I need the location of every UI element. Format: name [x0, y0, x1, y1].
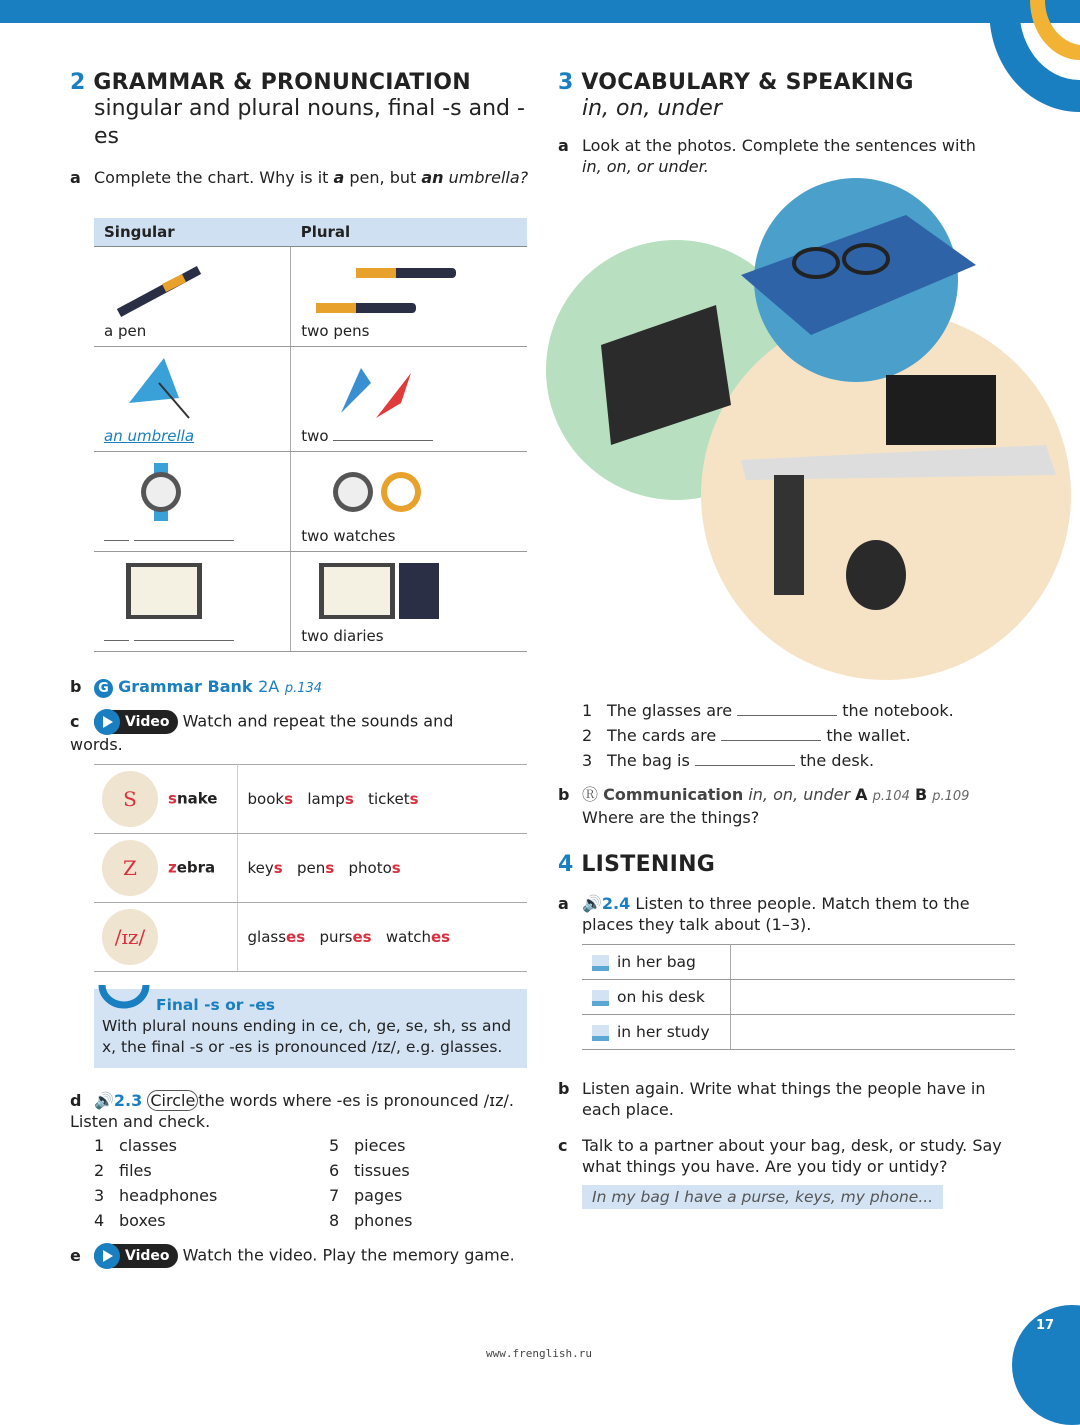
- video-button[interactable]: Video: [94, 1244, 178, 1268]
- exercise-a: a Complete the chart. Why is it a pen, but an umbrella?: [70, 168, 529, 187]
- answer-box[interactable]: [592, 990, 609, 1006]
- list-item[interactable]: 1 classes: [94, 1136, 177, 1155]
- tip-title: Final -s or -es: [156, 996, 276, 1014]
- exercise-4c: c Talk to a partner about your bag, desk, or study. Say what things you have. Are you tidy or untidy?: [558, 1136, 1002, 1176]
- sounds-table: [94, 764, 527, 972]
- place-row: in her bag: [582, 945, 1015, 980]
- sentence-list: [582, 698, 954, 773]
- iz-sound-icon: /ɪz/: [102, 909, 158, 965]
- answer-blank[interactable]: [695, 765, 795, 766]
- pen-image: [104, 258, 204, 318]
- umbrellas-image: [301, 353, 421, 423]
- exercise-3b: b Ⓡ Communication in, on, under A p.104 B p.109 Where are the things?: [558, 785, 970, 827]
- sound-row-zebra: Z zebra keys pens photos: [94, 834, 527, 903]
- noun-chart: Singular Plural a pen two pens an umbrella two two watches two diaries: [94, 218, 527, 652]
- list-item[interactable]: 7 pages: [329, 1186, 403, 1205]
- list-item[interactable]: 8 phones: [329, 1211, 413, 1230]
- sound-row-iz: /ɪz/ glasses purses watches: [94, 903, 527, 972]
- page-number: 17: [1036, 1318, 1055, 1333]
- watch-image: [104, 458, 204, 523]
- place-row: in her study: [582, 1015, 1015, 1050]
- grammar-bank-icon: G: [94, 679, 113, 698]
- section-4-heading: 4 LISTENING: [558, 852, 716, 877]
- play-icon: [94, 1243, 120, 1269]
- umbrella-image: [104, 353, 204, 423]
- header-plural: Plural: [291, 218, 527, 247]
- magnifier-icon: [94, 985, 156, 1011]
- list-item[interactable]: 3 headphones: [94, 1186, 218, 1205]
- exercise-d: d 🔊2.3 Circle the words where -es is pronounced /ɪz/. Listen and check.: [70, 1091, 514, 1131]
- answer-box[interactable]: [592, 1025, 609, 1041]
- photos-wallet-notebook-desk: [546, 175, 1080, 680]
- tip-text: With plural nouns ending in ce, ch, ge, se, sh, ss and x, the final -s or -es is pronounced /ɪz/, e.g. glasses.: [102, 1017, 512, 1056]
- audio-icon[interactable]: 🔊: [582, 894, 602, 913]
- sentence-2: 2 The cards are the wallet.: [582, 726, 911, 745]
- play-icon: [94, 709, 120, 735]
- sentence-3: 3 The bag is the desk.: [582, 751, 875, 770]
- answer-blank[interactable]: [737, 715, 837, 716]
- places-table: [582, 944, 1015, 1050]
- list-item[interactable]: 4 boxes: [94, 1211, 166, 1230]
- header-singular: Singular: [94, 218, 291, 247]
- answer-box[interactable]: [592, 955, 609, 971]
- exercise-4b: b Listen again. Write what things the people have in each place.: [558, 1079, 986, 1119]
- diaries-image: [301, 558, 451, 623]
- list-item[interactable]: 2 files: [94, 1161, 152, 1180]
- word-list: [94, 1136, 524, 1236]
- list-item[interactable]: 5 pieces: [329, 1136, 406, 1155]
- footer-url: www.frenglish.ru: [486, 1347, 592, 1360]
- section-subtitle: singular and plural nouns, final -s and -es: [94, 96, 525, 149]
- exercise-c: c Video Watch and repeat the sounds and words.: [70, 710, 510, 755]
- section-3: 3 VOCABULARY & SPEAKING in, on, under a Look at the photos. Complete the sentences with in, on, or under.: [558, 70, 976, 176]
- watches-image: [301, 458, 441, 523]
- exercise-4a: a 🔊2.4 Listen to three people. Match them to the places they talk about (1–3).: [558, 894, 970, 934]
- exercise-b: b G Grammar Bank 2A p.134: [70, 677, 323, 696]
- grammar-bank-link[interactable]: Grammar Bank 2A p.134: [118, 677, 323, 696]
- section-2: [70, 70, 530, 188]
- list-item[interactable]: 6 tissues: [329, 1161, 410, 1180]
- section-title: GRAMMAR & PRONUNCIATION: [93, 70, 471, 95]
- place-row: on his desk: [582, 980, 1015, 1015]
- communication-link[interactable]: Communication in, on, under A p.104 B p.109: [603, 785, 970, 804]
- example-speech-bubble: In my bag I have a purse, keys, my phone...: [582, 1185, 943, 1209]
- pronunciation-tip: [94, 989, 527, 1068]
- pens-image: [301, 258, 461, 318]
- answer-blank[interactable]: [721, 740, 821, 741]
- section-number: 2: [70, 70, 86, 95]
- video-button[interactable]: Video: [94, 710, 178, 734]
- sound-row-snake: S snake books lamps tickets: [94, 765, 527, 834]
- exercise-e: e Video Watch the video. Play the memory game.: [70, 1244, 515, 1268]
- zebra-icon: Z: [102, 840, 158, 896]
- audio-icon[interactable]: 🔊: [94, 1091, 114, 1110]
- diary-image: [104, 558, 204, 623]
- sentence-1: 1 The glasses are the notebook.: [582, 701, 954, 720]
- snake-icon: S: [102, 771, 158, 827]
- top-bar: [0, 0, 1080, 23]
- communication-icon: Ⓡ: [582, 785, 599, 804]
